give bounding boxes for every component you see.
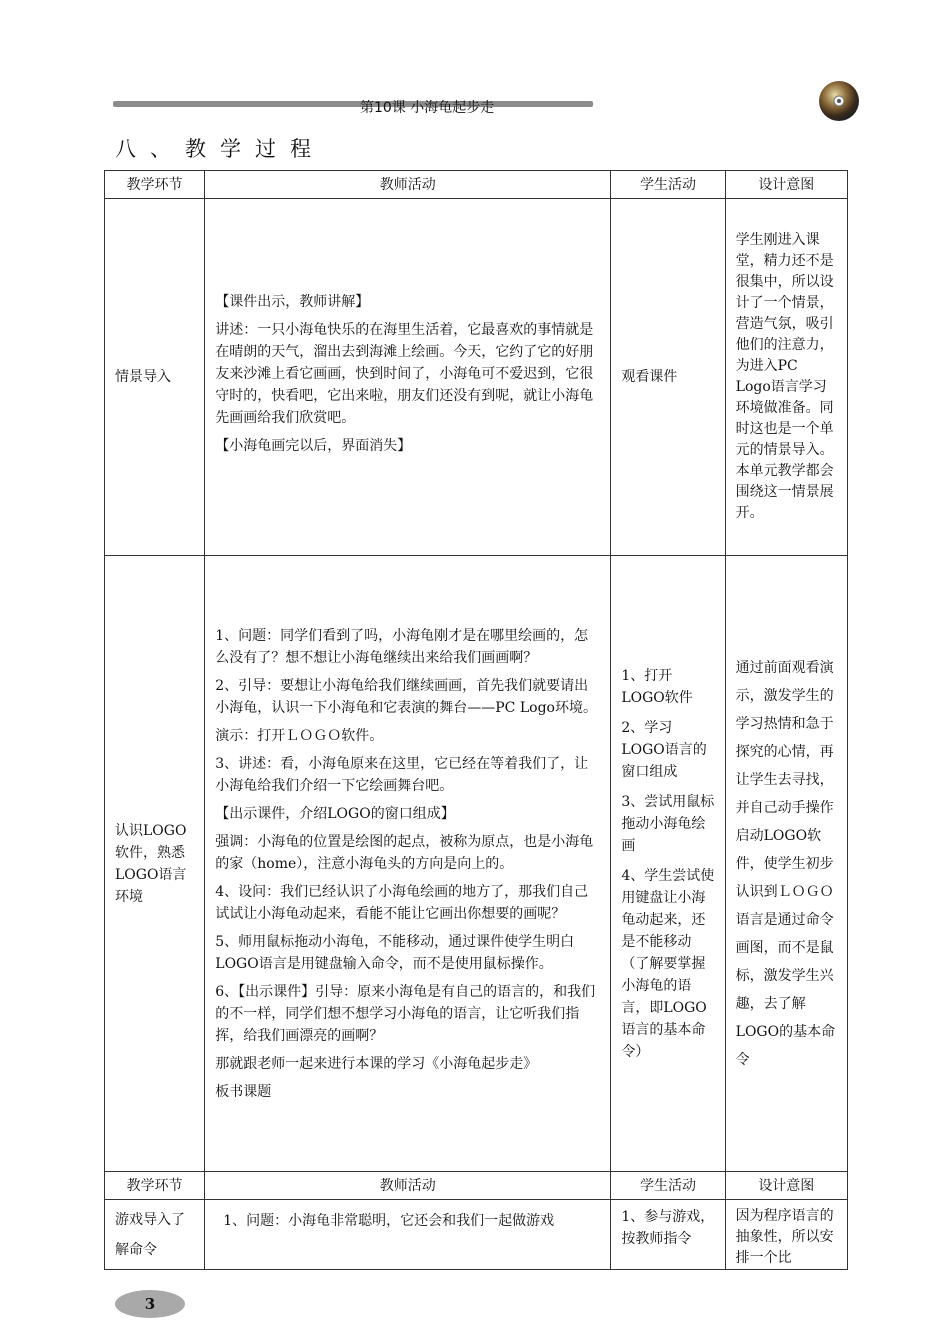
teacher-cell [205, 199, 611, 556]
teacher-line: 【小海龟画完以后，界面消失】 [215, 438, 412, 454]
header-student: 学生活动 [611, 171, 725, 199]
student-cell: 1、参与游戏，按教师指令 [611, 1200, 725, 1270]
header-rule [113, 101, 593, 107]
table-row [105, 556, 848, 1172]
teacher-line: 2、引导：要想让小海龟给我们继续画画，首先我们就要请出小海龟，认识一下小海龟和它表演的舞台——PC Logo环境。 [215, 677, 597, 716]
teacher-line: 6、【出示课件】引导：原来小海龟是有自己的语言的，和我们的不一样，同学们想不想学习小海龟的语言，让它听我们指挥，给我们画漂亮的画啊？ [215, 983, 596, 1044]
header-stage: 教学环节 [105, 171, 205, 199]
table-row [105, 1200, 848, 1270]
student-line: 4、学生尝试使用键盘让小海龟动起来，还是不能移动（了解要掌握小海龟的语言，即LOGO语言的基本命令） [621, 867, 715, 1060]
page-number-badge: 3 [115, 1290, 185, 1318]
section-title: 八、教学过程 [115, 137, 325, 161]
design-cell: 因为程序语言的抽象性，所以安排一个比 [725, 1200, 847, 1270]
teacher-cell [205, 1200, 611, 1270]
teacher-line: 1、问题：同学们看到了吗，小海龟刚才是在哪里绘画的，怎么没有了？想不想让小海龟继续出来给我们画画啊？ [215, 627, 589, 666]
teacher-line: 那就跟老师一起来进行本课的学习《小海龟起步走》 [215, 1055, 538, 1072]
teacher-line: 【出示课件，介绍LOGO的窗口组成】 [215, 805, 455, 822]
lesson-header-title: 第10课 小海龟起步走 [360, 100, 495, 116]
teacher-line: 【课件出示，教师讲解】 [215, 294, 370, 310]
student-line: 3、尝试用鼠标拖动小海龟绘画 [621, 793, 715, 854]
stage-cell: 情景导入 [105, 199, 205, 556]
table-repeat-header-row [105, 1172, 848, 1200]
teacher-line: 演示：打开ＬＯＧＯ软件。 [215, 727, 384, 744]
teacher-line: 5、师用鼠标拖动小海龟，不能移动，通过课件使学生明白LOGO语言是用键盘输入命令，而不是使用鼠标操作。 [215, 933, 575, 972]
student-cell [611, 556, 725, 1172]
stage-cell: 游戏导入了解命令 [105, 1200, 205, 1270]
design-cell: 学生刚进入课堂，精力还不是很集中，所以设计了一个情景，营造气氛，吸引他们的注意力，为进入PC Logo语言学习环境做准备。同时这也是一个单元的情景导入。本单元教学都会围绕这一情景展开。 [725, 199, 847, 556]
teacher-line: 4、设问：我们已经认识了小海龟绘画的地方了，那我们自己试试让小海龟动起来，看能不能让它画出你想要的画呢？ [215, 883, 589, 922]
student-line: 2、学习LOGO语言的窗口组成 [621, 719, 707, 780]
header-student: 学生活动 [611, 1172, 725, 1200]
header-teacher: 教师活动 [205, 171, 611, 199]
student-cell: 观看课件 [611, 199, 725, 556]
student-line: 1、打开LOGO软件 [621, 667, 693, 706]
stage-cell: 认识LOGO软件，熟悉LOGO语言环境 [105, 556, 205, 1172]
teacher-line: 3、讲述：看，小海龟原来在这里，它已经在等着我们了，让小海龟给我们介绍一下它绘画舞台吧。 [215, 755, 589, 794]
table-row [105, 199, 848, 556]
cd-disc-icon [818, 80, 860, 122]
teacher-line: 讲述：一只小海龟快乐的在海里生活着，它最喜欢的事情就是在晴朗的天气，溜出去到海滩上绘画。今天，它约了它的好朋友来沙滩上看它画画，快到时间了，小海龟可不爱迟到，它很守时的，快看吧，它出来啦，朋友们还没有到呢，就让小海龟先画画给我们欣赏吧。 [215, 322, 594, 426]
teacher-line: 板书课题 [215, 1083, 272, 1100]
header-stage: 教学环节 [105, 1172, 205, 1200]
teaching-process-table [104, 170, 848, 1270]
teacher-line: 1、问题：小海龟非常聪明，它还会和我们一起做游戏 [223, 1213, 555, 1229]
header-teacher: 教师活动 [205, 1172, 611, 1200]
header-design: 设计意图 [725, 171, 847, 199]
header-design: 设计意图 [725, 1172, 847, 1200]
table-header-row [105, 171, 848, 199]
teacher-cell [205, 556, 611, 1172]
teacher-line: 强调：小海龟的位置是绘图的起点，被称为原点，也是小海龟的家（home），注意小海龟头的方向是向上的。 [215, 833, 594, 872]
design-cell: 通过前面观看演示，激发学生的学习热情和急于探究的心情，再让学生去寻找，并自己动手操作启动LOGO软件，使学生初步认识到ＬＯＧＯ语言是通过命令画图，而不是鼠标，激发学生兴趣，去了解LOGO的基本命令 [725, 556, 847, 1172]
